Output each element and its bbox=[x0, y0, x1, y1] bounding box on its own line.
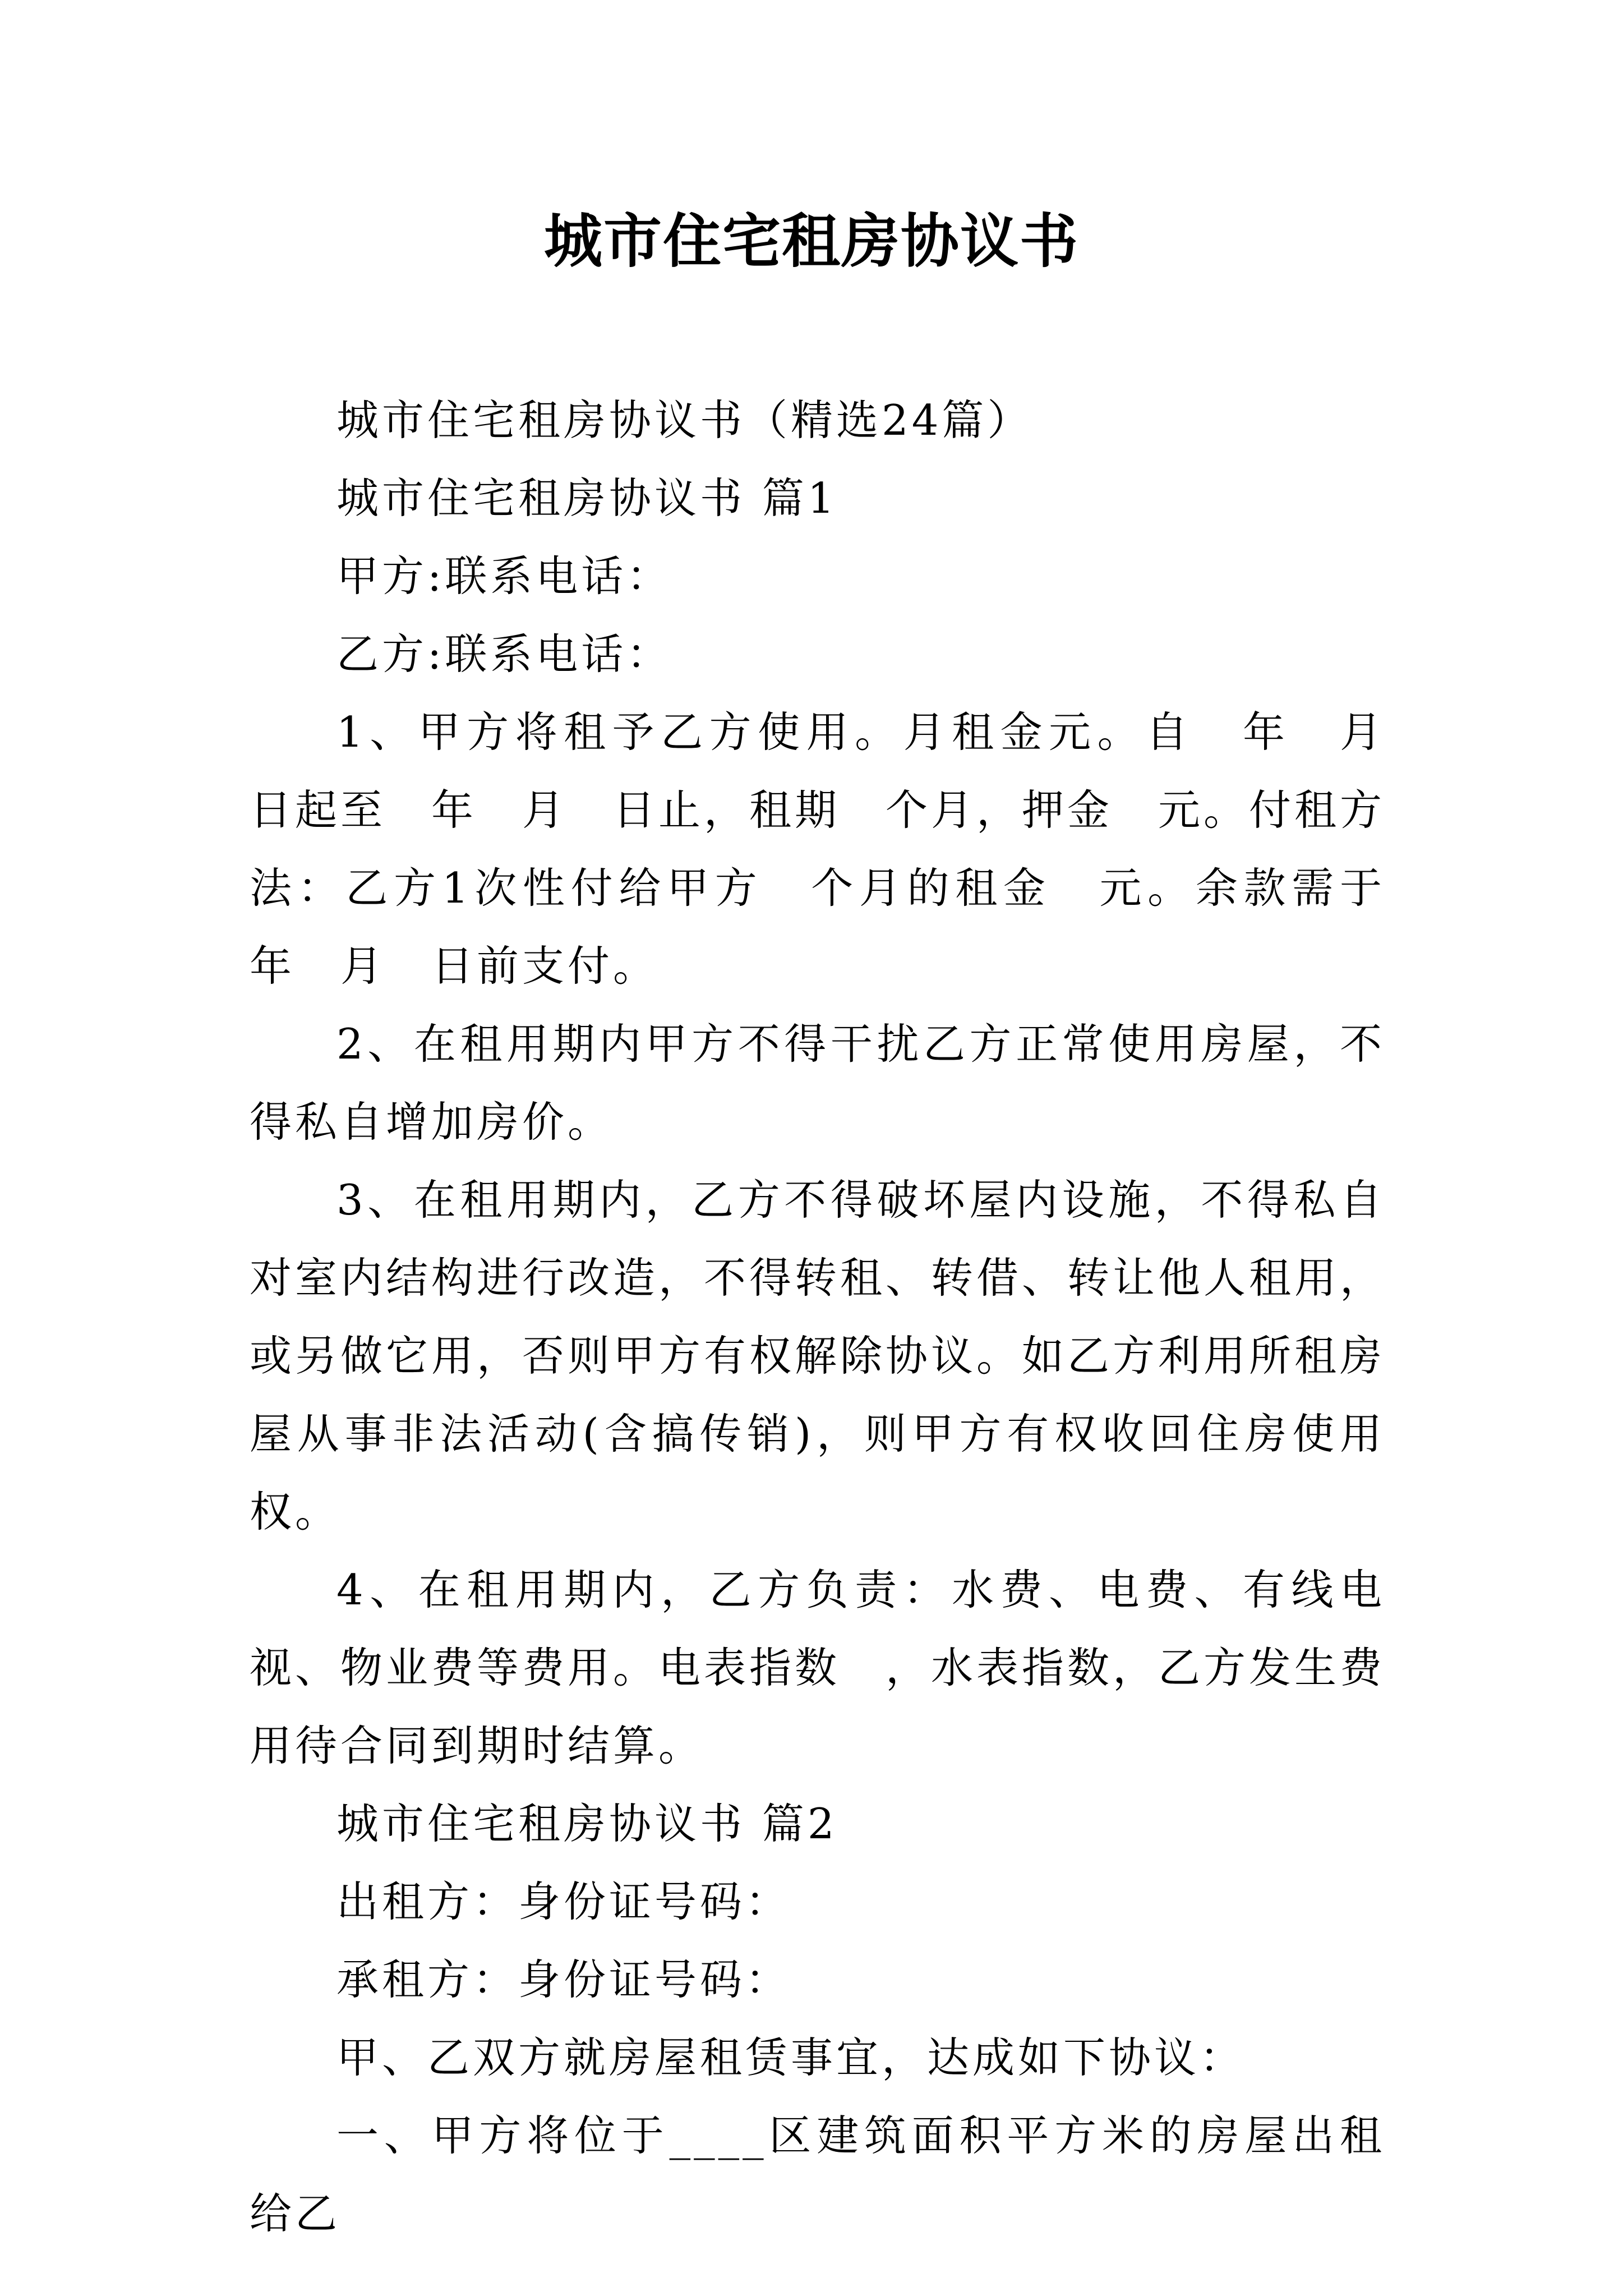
party-a-line: 甲方:联系电话： bbox=[336, 551, 672, 601]
clause-4: 4、在租用期内，乙方负责：水费、电费、有线电视、物业费等费用。电表指数 ，水表指数，乙方发生费用待合同到期时结算。 bbox=[250, 1565, 1386, 1770]
clause-3: 3、在租用期内，乙方不得破坏屋内设施，不得私自对室内结构进行改造，不得转租、转借、转让他人租用，或另做它用，否则甲方有权解除协议。如乙方利用所租房屋从事非法活动(含搞传销)，则甲方有权收回住房使用权。 bbox=[250, 1175, 1386, 1536]
lessee-line: 承租方：身份证号码： bbox=[336, 1955, 791, 2004]
article-1: 一、甲方将位于____区建筑面积平方米的房屋出租给乙 bbox=[250, 2111, 1385, 2238]
paragraph-subtitle: 城市住宅租房协议书（精选24篇） bbox=[336, 395, 1033, 445]
clause-2: 2、在租用期内甲方不得干扰乙方正常使用房屋，不得私自增加房价。 bbox=[250, 1019, 1385, 1147]
agreement-intro: 甲、乙双方就房屋租赁事宜，达成如下协议： bbox=[336, 2033, 1246, 2082]
document-body bbox=[250, 381, 1431, 2253]
section-heading-1: 城市住宅租房协议书 篇1 bbox=[336, 473, 838, 523]
party-b-line: 乙方:联系电话： bbox=[336, 629, 672, 679]
lessor-line: 出租方：身份证号码： bbox=[336, 1877, 791, 1926]
section-heading-2: 城市住宅租房协议书 篇2 bbox=[336, 1799, 838, 1848]
clause-1: 1、甲方将租予乙方使用。月租金元。自 年 月 日起至 年 月 日止，租期 个月，押金 元。付租方法：乙方1次性付给甲方 个月的租金 元。余款需于 年 月 日前支付。 bbox=[250, 707, 1431, 991]
document-title: 城市住宅租房协议书 bbox=[543, 206, 1079, 275]
